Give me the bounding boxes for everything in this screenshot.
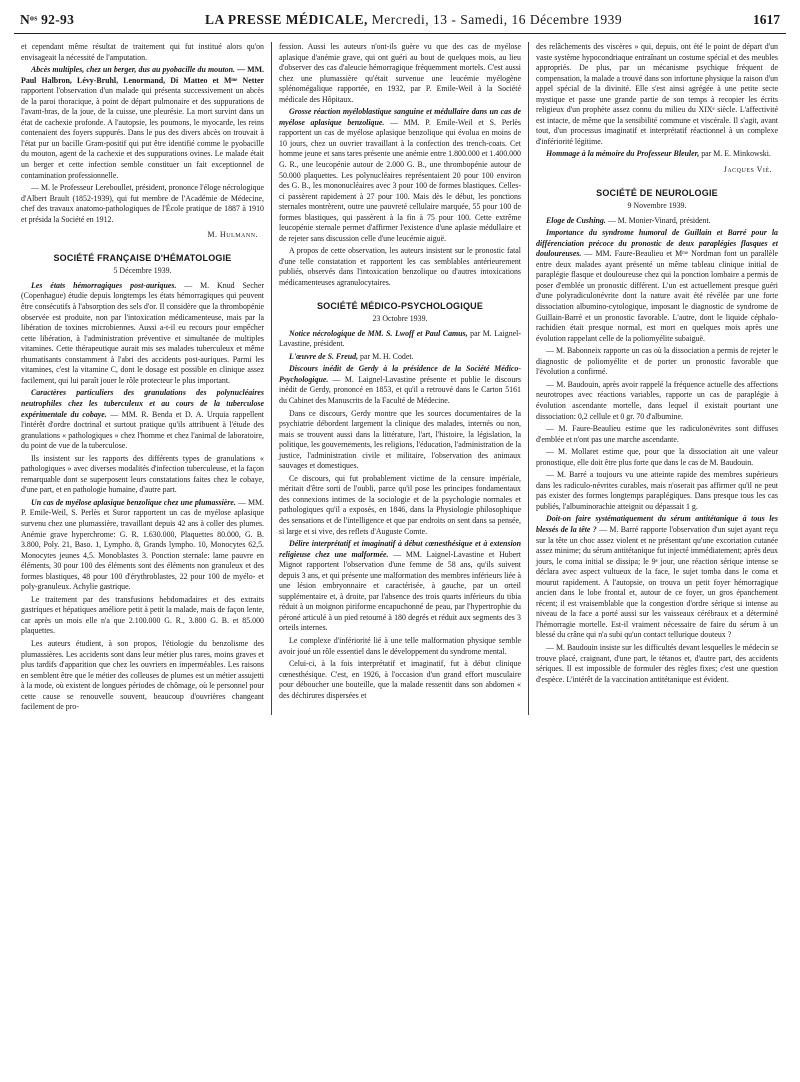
journal-title-date [205, 12, 622, 28]
abstract [21, 388, 264, 451]
paragraph: Ce discours, qui fut probablement victime de la censure impériale, méritait d'être sorti de l'oubli, parce qu'il pose les principes fondamentaux des connexions intimes de la sociologie et de la psychologie normales et pathologiques qu'il a exposés, en 1846, dans la Physiologie philosophique des sensations et de l'intelligence et que par endroits on sent dans sa pensée, si large et si vive, des reflets d'Auguste Comte. [279, 473, 521, 536]
abstract [536, 216, 778, 227]
journal-name: LA PRESSE MÉDICALE, [204, 12, 368, 27]
abstract-title: Les états hémorragiques post-auriques. [31, 280, 177, 290]
paragraph: — M. Mollaret estime que, pour que la dissociation ait une valeur pronostique, elle doit être plus forte que dans le cas de M. Baudouin. [536, 447, 778, 467]
column-3 [528, 42, 785, 715]
paragraph: Ils insistent sur les rapports des différents types de granulations « pathologiques » avec diverses modalités d'infection tuberculeuse, et la façon remarquable dont se superposent leurs constatations faites chez le cobaye, d'une part, et en pathologie humaine, d'autre part. [21, 453, 264, 495]
paragraph: Le complexe d'infériorité lié à une telle malformation physique semble avoir joué un rôle essentiel dans le développement du syndrome mental. [279, 635, 521, 656]
abstract-title: Grosse réaction myéloblastique sanguine et médullaire dans un cas de myélose aplasique benzolique. [279, 107, 521, 127]
text-columns [14, 42, 786, 715]
publication-date: Mercredi, 13 - Samedi, 16 Décembre 1939 [371, 12, 623, 27]
paragraph: — M. Faure-Beaulieu estime que les radiculonévrites sont diffuses d'emblée et n'ont pas une marche ascendante. [536, 424, 778, 444]
abstract-title: Eloge de Cushing. [546, 215, 606, 225]
paragraph: Les auteurs étudient, à son propos, l'étiologie du benzolisme des plumassières. Les accidents sont dans leur métier plus rares, moins graves et plus tardifs d'apparition que chez les ouvriers en imperméables. Les raisons en semblent être que le métier des colleuses de plumes est un métier assujetti à la mode, où existent de longues périodes de chômage, où le personnel pour cette cause se renouvelle souvent, beaucoup d'ouvrières changeant facilement de pro- [21, 638, 264, 712]
signature: M. Hulmann. [207, 230, 258, 240]
section-title: SOCIÉTÉ MÉDICO-PSYCHOLOGIQUE [316, 300, 484, 311]
issue-number: Nᵒˢ 92-93 [20, 12, 75, 27]
abstract-text: — M. Laignel-Lavastine présente et publie le discours inédit de Gerdy, prononcé en 1853, et qu'il a retrouvé dans le Carton 5161 du Cabinet des Manuscrits de la Faculté de Médecine. [279, 374, 521, 405]
abstract-title: Abcès multiples, chez un berger, dus au pyobacille du mouton. [31, 65, 235, 75]
abstract-title: Doit-on faire systématiquement du sérum antitétanique à tous les blessés de la tête ? [536, 514, 778, 534]
section-date: 23 Octobre 1939. [372, 314, 428, 324]
abstract-title: Discours inédit de Gerdy à la présidence de la Société Médico-Psychologique. [279, 364, 521, 384]
column-1 [14, 42, 271, 715]
section-title: SOCIÉTÉ DE NEUROLOGIE [596, 187, 718, 198]
abstract [279, 329, 521, 350]
abstract-title: Importance du syndrome humoral de Guillain et Barré pour la différenciation précoce du pronostic de deux paraplégies flasques et douloureuses. [536, 228, 778, 259]
abstract-text: rapportent l'observation d'un malade qui présenta successivement un abcès de la paroi thoracique, à point de départ pulmonaire et des suppurations de l'avant-bras, de la joue, de la cuisse, une pleurésie. La mort survint dans un état de cachexie profonde. A l'autopsie, les poumons, le myocarde, les reins contenaient des foyers suppurés. Dans le pus des divers abcès on trouvait à l'état pur un bacille Gram-positif qui put être identifié comme le pyobacille du mouton, agent de la cachexie et des suppurations ovines. Le malade était un berger et cette infection semble constituer un fait exceptionnel de contamination professionnelle. [21, 86, 264, 180]
abstract [21, 498, 264, 593]
column-2 [271, 42, 528, 715]
paragraph: Dans ce discours, Gerdy montre que les sources documentaires de la psychiatrie débordent largement la clinique des malades, internés ou non, mais se trouvent aussi dans la littérature, l'art, l'histoire, la législation, la politique, les gouvernements, les religions, l'éducation, l'administration de la justice, l'administration civile et militaire, l'observation des animaux sauvages et domestiques. [279, 408, 521, 471]
paragraph: — M. Barré a toujours vu une atteinte rapide des membres supérieurs dans les radiculo-névrites curables, mais n'oserait pas affirmer qu'il ne peut pas exister des formes longtemps paraplégiques. Dans presque tous les cas publiés, l'albuminorachie atteignit ou dépassait 1 g. [536, 470, 778, 511]
abstract [536, 514, 778, 641]
abstract-text: — MM. R. Benda et D. A. Urquia rappellent l'intérêt d'ordre doctrinal et surtout pratique qu'ils attribuent à l'étude des granulations « pathologiques » chez l'homme et chez l'animal de laboratoire, du point de vue de la tuberculose. [21, 409, 264, 451]
paragraph: et cependant même résultat de traitement qui fut institué alors qu'on envisageait la nécessité de l'amputation. [21, 42, 264, 62]
abstract [279, 364, 521, 406]
abstract-title: Notice nécrologique de MM. S. Lwoff et Paul Camus, [289, 328, 468, 338]
abstract-text: — MM. Faure-Beaulieu et Mᵐᵉ Nordman font un parallèle entre deux malades ayant présenté un même tableau clinique initial de paraplégie flasque et douloureuse chez qui la ponction lombaire a permis de poser d'emblée un pronostic différent. L'un est actuellement presque guéri d'une polyradiculonévrite dont la nature avait été révélée par une forte dissociation albumino-cytologique, imposant le diagnostic de syndrome de Guillain-Barré et un pronostic favorable. L'autre, dont le liquide céphalo-rachidien était presque normal, est mort en quelques mois après une évolution rappelant celle de la poliomyélite subaiguë. [536, 249, 778, 343]
section-date: 9 Novembre 1939. [627, 201, 687, 211]
abstract-title: Un cas de myélose aplasique benzolique chez une plumassière. [31, 497, 236, 507]
paragraph: Celui-ci, à la fois interprétatif et imaginatif, fut à début clinique cœnesthésique. C'est, en 1926, à l'occasion d'un grand effort musculaire pour déboucher une bouteille, que la malade ressentit dans son abdomen « des déchirures dispersées et [279, 659, 521, 700]
paragraph: — M. le Professeur Lereboullet, président, prononce l'éloge nécrologique d'Albert Brault (1852-1939), qui fut membre de l'Académie de Médecine, chef des travaux anatomo-pathologiques de l'École pratique de 1887 à 1910 et présida la Société en 1912. [21, 183, 264, 224]
paragraph: — M. Baudouin insiste sur les difficultés devant lesquelles le médecin se trouve placé, craignant, d'une part, le tétanos et, d'autre part, des accidents sériques. Il est impossible de formuler des règles fixes; c'est une question d'espèce. L'intérêt de la vaccination antitétanique est évident. [536, 642, 778, 684]
abstract-title: Caractères particuliers des granulations des polynucléaires neutrophiles chez les tuberculeux et au cours de la tuberculose expérimentale du cobaye. [21, 388, 264, 419]
paragraph: Le traitement par des transfusions hebdomadaires et des extraits gastriques et hépatiques améliore petit à petit la malade, mais de façon lente, car après un mois elle n'a que 2.100.000 G. R., 3.800 G. B. et 85.000 plaquettes. [21, 594, 264, 636]
abstract [536, 228, 778, 344]
abstract-text: — MM. P. Emile-Weil, S. Perlès et Suror rapportent un cas de myélose aplasique survenu chez une plumassière, travaillant depuis 42 ans à coller des plumes. Anémie grave hyperchrome: G. R. 1.630.000, Plaquettes 80.000, G. B. 3.800, Poly. 21, Baso. 1, Lympho. 8, Grands lympho. 10, Monocytes 62,5. Monocytes jeunes 4,5. Monoblastes 3. Ponction sternale: lame pauvre en éléments, 30 pour 100 des éléments sont des éléments non granuleux et des formes blastiques, 48 pour 100 d'érythroblastes, 22 pour 100 de myélo- et poly-granuleux. Achylie gastrique. [21, 497, 264, 592]
abstract [21, 281, 264, 386]
page-header [14, 12, 786, 34]
abstract-text: — M. Knud Secher (Copenhague) étudie depuis longtemps les états hémorragiques qui peuvent être consécutifs à l'absorption des sels d'or. Il considère que la thrombopénie observée est produite, non par l'intoxication médicamenteuse, mais par la libération de toxines microbiennes. Aussi a-t-il eu recours pour empêcher cette libération, à l'administration préventive et simultanée de multiples vitamines. Cette thérapeutique aurait mis ses malades tuberculeux et même rhumatisants constamment à l'abri des accidents post-auriques. Parmi les vitamines, c'est la vitamine C, dont le dosage est possible en clinique assez facilement, qui lui paraît jouer le rôle protecteur le plus important. [21, 280, 264, 385]
abstract-text: par M. E. Minkowski. [701, 149, 771, 159]
abstract-text: — MM. Laignel-Lavastine et Hubert Mignot rapportent l'observation d'une femme de 58 ans, qu'ils suivent depuis 3 ans, et qui présente une malformation des membres inférieurs liée à une lésion embryonnaire et caractérisée, à gauche, par un orteil supplémentaire et, à droite, par l'absence des trois quarts inférieurs du tibia réduit à un moignon piriforme encapuchonné de peau, par l'hypertrophie du péroné articulé à un pied retourné à 180 degrés et réduit aux segments des 3 orteils internes. [279, 549, 521, 633]
section-title: SOCIÉTÉ FRANÇAISE D'HÉMATOLOGIE [53, 252, 232, 263]
abstract [536, 149, 778, 160]
paragraph: — M. Baudouin, après avoir rappelé la fréquence actuelle des affections neurotropes avec réactions variables, rapporte un cas de paraplégie à évolution ascendante mortelle, dans lequel il existait pourtant une dissociation: 0,2 cellule et 0 gr. 70 d'albumine. [536, 379, 778, 421]
abstract [279, 107, 521, 244]
abstract-text: — M. Barré rapporte l'observation d'un sujet ayant reçu sur la tête un choc assez violent et ne présentant qu'une excoriation cutanée assez minime; du sérum antitétanique fut injecté immédiatement; après deux jours, le coma initial se dissipa; le 9ᵉ jour, une réaction sérique intense se déclara avec aspect vultueux de la face, le sujet tomba dans le coma et mourut rapidement. A l'autopsie, on trouva un petit foyer hémorragique ancien dans le lobe frontal et, autour de ce foyer, un gros épanchement récent; il est vraisemblable que la congestion d'ordre sérique si intense au niveau de la face a porté aussi sur les vaisseaux cérébraux et a déterminé l'hémorragie mortelle. Est-il vraiment nécessaire de faire du sérum à un blessé du crâne qui n'a subi qu'un contact tellurique douteux ? [536, 524, 778, 640]
abstract-text: par M. Laignel-Lavastine, président. [279, 328, 521, 349]
paragraph: des relâchements des viscères » qui, depuis, ont été le point de départ d'un vaste système hypocondriaque entraînant un costume spécial et des meubles appropriés. De plus, par un mécanisme psychique fréquent de compensation, la malade a trouvé dans son infortune physique la raison d'un appel spécial de la divinité. Elle s'est ainsi agrégée à une petite secte mystique et passe une grande partie de son temps à recopier les écrits religieux d'un prophète assez connu du milieu du XIXᵉ siècle. L'affectivité est intacte, de même que la sensibilité commune et viscérale. Il s'agit, avant tout, d'un processus imaginatif et interprétatif réactionnel à un complexe d'infériorité légitime. [536, 42, 778, 146]
abstract-text: — M. Monier-Vinard, président. [607, 215, 711, 225]
abstract [279, 352, 521, 363]
abstract [21, 65, 264, 181]
abstract-text: — MM. P. Emile-Weil et S. Perlès rapportent un cas de myélose aplasique benzolique qui évolua en moins de 10 jours, chez un ouvrier travaillant à la confection des trench-coats. Cet homme jeune et sans tares présente une anémie entre 1.800.000 et 1.400.000 G. R., une leucopénie autour de 2.000 G. B., une thrombopénie autour de 50.000 plaquettes. Les polynucléaires représentaient 20 pour 100 environ des G. B., les mononucléaires avec 3 pour 100 de formes blastiques. Celles-ci passèrent rapidement à 27 pour 100. Mais dès le début, les ponctions sternales montrèrent, outre une pauvreté cellulaire marquée, 55 pour 100 de formes blastiques, qui passèrent à la fin à 75 pour 100. Cette extrême leucopénie sternale permet d'affirmer l'existence d'une aplasie médullaire et de rejeter sans discussion celle d'une leucémie aiguë. [279, 117, 521, 243]
abstract-title: Hommage à la mémoire du Professeur Bleuler, [546, 149, 700, 159]
signature: Jacques Vié. [723, 165, 772, 175]
abstract-text: par M. H. Codet. [360, 351, 414, 361]
abstract [279, 539, 521, 634]
page-number: 1617 [752, 12, 780, 27]
abstract-title: L'œuvre de S. Freud, [289, 351, 359, 361]
paragraph: — M. Babonneix rapporte un cas où la dissociation a permis de rejeter le diagnostic de poliomyélite et de porter un pronostic favorable que l'évolution a confirmé. [536, 346, 778, 377]
abstract-authors: — MM. Paul Halbron, Lévy-Bruhl, Lenormand, Di Matteo et Mᵐᵉ Netter [21, 65, 264, 85]
paragraph: fession. Aussi les auteurs n'ont-ils guère vu que des cas de myélose aplasique d'anémie grave, qui ont guéri au bout de quelques mois, au lieu d'observer des cas d'aleucie hémorragique fréquemment mortels. C'est aussi chez une plumassière qu'était survenue une leucémie myélogène splénomégalique rapportée, en 1932, par P. Emile-Weil à la Société médicale des Hôpitaux. [279, 42, 521, 104]
section-date: 5 Décembre 1939. [113, 266, 172, 276]
paragraph: A propos de cette observation, les auteurs insistent sur le pronostic fatal d'une telle constatation et rapportent les cas semblables antérieurement publiés, observés dans l'intoxication benzolique ou d'autres intoxications médicamenteuses agranulocytaires. [279, 246, 521, 288]
abstract-title: Délire interprétatif et imaginatif à début cœnesthésique et à extension religieuse chez une malformée. [279, 539, 521, 559]
